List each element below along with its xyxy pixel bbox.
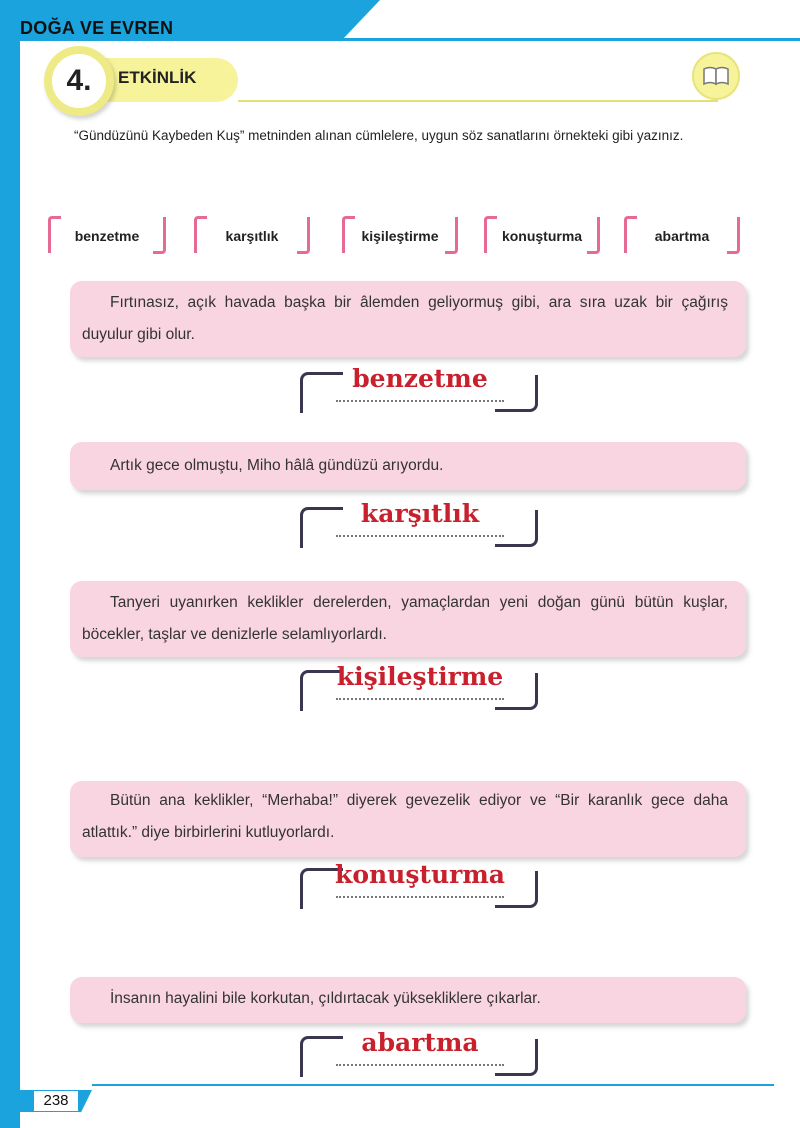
sentence-box-1 [70, 281, 746, 357]
answer-box-3 [300, 662, 540, 710]
option-karsitlik [194, 216, 310, 254]
option-benzetme [48, 216, 166, 254]
footer-line [92, 1084, 774, 1086]
answer-box-2 [300, 499, 540, 547]
answer-box-1 [300, 364, 540, 412]
answer-text: kişileştirme [336, 662, 504, 691]
sentence-text: Fırtınasız, açık havada başka bir âlemden geliyormuş gibi, ara sıra uzak bir çağırış duyulur gibi olur. [82, 294, 728, 343]
sentence-text: Tanyeri uyanırken keklikler derelerden, yamaçlardan yeni doğan günü bütün kuşlar, böcekler, taşlar ve denizlerle selamlıyorlardı. [82, 594, 728, 643]
option-kisilestirme [342, 216, 458, 254]
answer-text: benzetme [352, 364, 488, 393]
sentence-text: Artık gece olmuştu, Miho hâlâ gündüzü arıyordu. [110, 457, 444, 474]
activity-number: 4. [66, 64, 92, 97]
unit-title: DOĞA VE EVREN [20, 18, 174, 38]
sentence-box-3 [70, 581, 746, 657]
sentence-box-2 [70, 442, 746, 490]
option-label: abartma [654, 228, 710, 244]
page-number: 238 [34, 1091, 78, 1111]
sentence-text: Bütün ana keklikler, “Merhaba!” diyerek gevezelik ediyor ve “Bir karanlık gece daha atlattık.” diye birbirlerini kutluyorlardı. [82, 792, 728, 841]
option-label: benzetme [74, 228, 140, 244]
option-label: karşıtlık [225, 228, 279, 244]
answer-text: karşıtlık [360, 499, 480, 528]
answer-text: konuşturma [335, 860, 505, 889]
option-label: kişileştirme [361, 228, 439, 244]
answer-box-4 [300, 860, 540, 908]
sentence-box-5 [70, 977, 746, 1023]
book-icon [692, 52, 740, 100]
activity-label: ETKİNLİK [118, 68, 197, 87]
answer-box-5 [300, 1028, 540, 1076]
option-konusturma [484, 216, 600, 254]
activity-underline [238, 100, 718, 102]
left-accent-bar [0, 0, 20, 1128]
option-abartma [624, 216, 740, 254]
sentence-text: İnsanın hayalini bile korkutan, çıldırtacak yüksekliklere çıkarlar. [110, 990, 541, 1007]
instruction-text: “Gündüzünü Kaybeden Kuş” metninden alınan cümlelere, uygun söz sanatlarını örnekteki gibi yazınız. [74, 128, 684, 143]
answer-text: abartma [361, 1028, 479, 1057]
option-label: konuşturma [501, 228, 583, 244]
sentence-box-4 [70, 781, 746, 857]
